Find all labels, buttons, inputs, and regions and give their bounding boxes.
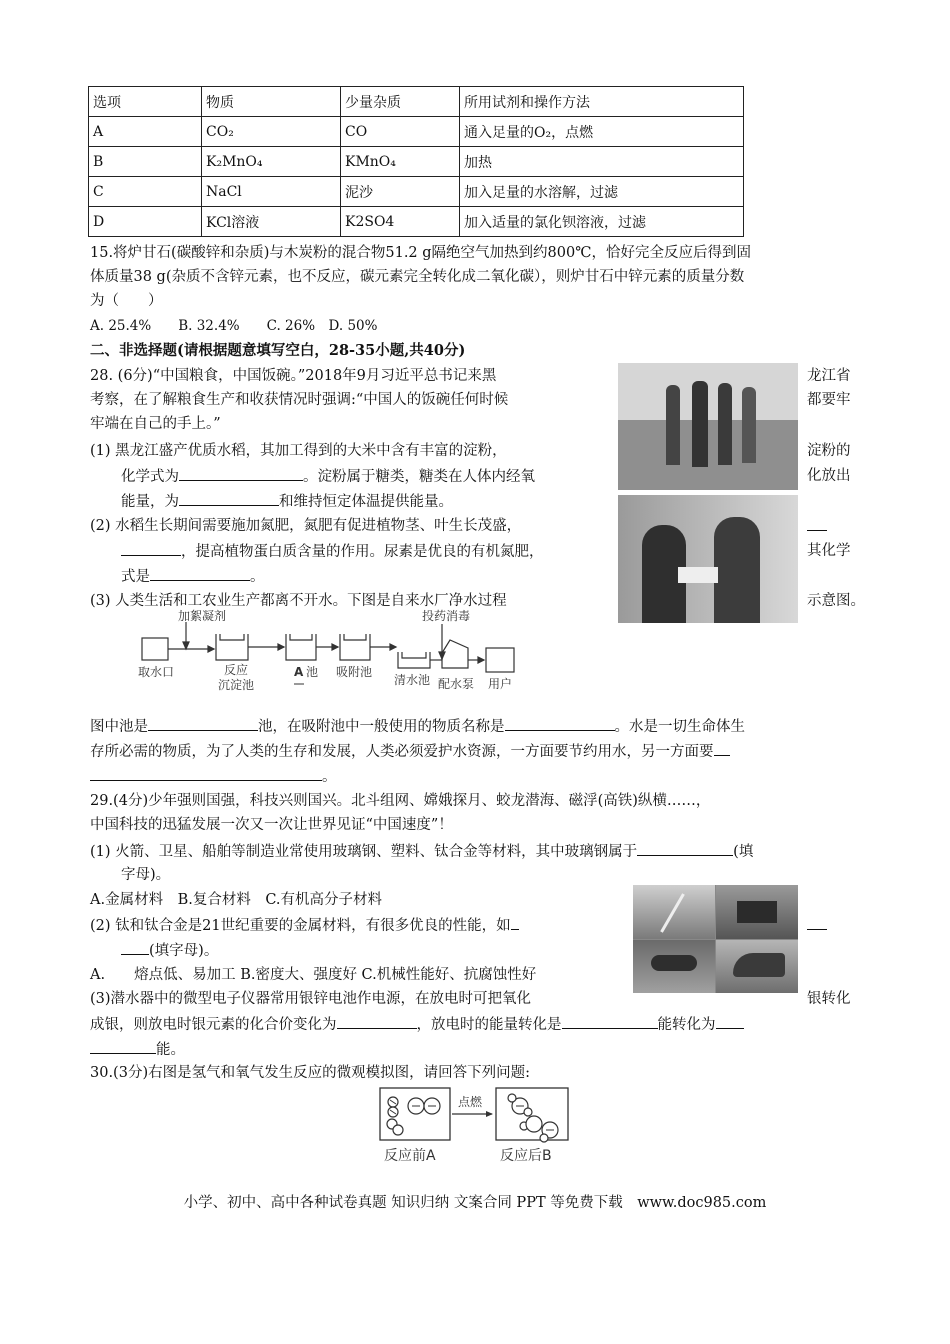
q28-part3-text: 池，在吸附池中一般使用的物质名称是 — [258, 719, 505, 735]
q28-line1-end: 龙江省 — [807, 368, 851, 384]
answer-blank[interactable] — [714, 741, 730, 756]
pump-shape — [442, 640, 468, 668]
q28-line1: 28. (6分)“中国粮食，中国饭碗。”2018年9月习近平总书记来黑 — [90, 368, 497, 384]
label-pool-a: A — [294, 665, 304, 679]
q29-line1: 29.(4分)少年强则国强，科技兴则国兴。北斗组网、嫦娥探月、蛟龙潜海、磁浮(高铁)纵横……， — [90, 793, 711, 809]
q29-part2-line1 — [90, 915, 519, 936]
q29-part2-text: (填字母)。 — [149, 943, 219, 959]
q28-part3-text: 。 — [322, 769, 337, 785]
answer-blank[interactable] — [807, 516, 827, 531]
q28-part2-line1: (2) 水稻生长期间需要施加氮肥，氮肥有促进植物茎、叶生长茂盛， — [90, 518, 522, 534]
label-pump: 配水泵 — [438, 677, 475, 691]
q29-part3-text: 能。 — [156, 1042, 185, 1058]
q28-part1-text: 能量，为 — [121, 494, 179, 510]
answer-blank[interactable] — [807, 915, 827, 930]
table-header-cell: 所用试剂和操作方法 — [460, 87, 744, 117]
table-cell: CO₂ — [202, 117, 341, 147]
table-row — [89, 117, 744, 147]
q15-line1: 15.将炉甘石(碳酸锌和杂质)与木炭粉的混合物51.2 g隔绝空气加热到约800℃，恰好完全反应后得到固 — [90, 245, 751, 261]
label-add-coagulant: 加絮凝剂 — [178, 609, 227, 623]
answer-blank[interactable] — [90, 766, 322, 781]
table-cell: C — [89, 177, 202, 207]
label-ignite: 点燃 — [458, 1095, 483, 1109]
q28-part1-text: 化学式为 — [121, 469, 179, 485]
q28-part3-line2 — [90, 716, 745, 737]
table-cell: CO — [341, 117, 460, 147]
q28-part2-text: 式是 — [121, 569, 150, 585]
q28-part1-line2 — [121, 466, 535, 487]
table-cell: A — [89, 117, 202, 147]
label-reaction: 反应 — [224, 663, 249, 677]
intake-box — [142, 638, 168, 660]
table-cell: B — [89, 147, 202, 177]
reaction-tank — [216, 634, 248, 660]
q28-part3-line1: (3) 人类生活和工农业生产都离不开水。下图是自来水厂净水过程 — [90, 593, 507, 609]
table-header-row — [89, 87, 744, 117]
q28-part3-text: 。水是一切生命体生 — [614, 719, 745, 735]
label-disinfect: 投药消毒 — [422, 609, 471, 623]
label-intake: 取水口 — [138, 665, 175, 679]
q29-part1-line1 — [90, 841, 753, 862]
answer-blank[interactable] — [148, 716, 258, 731]
q28-part3-line4 — [90, 766, 337, 787]
table-cell: 加入适量的氯化钡溶液，过滤 — [460, 207, 744, 237]
q29-part1-line2: 字母)。 — [121, 867, 171, 883]
table-cell: 加热 — [460, 147, 744, 177]
reaction-micro-diagram — [378, 1086, 574, 1164]
q29-options1: A.金属材料 B.复合材料 C.有机高分子材料 — [90, 892, 383, 908]
q29-part2-text: (2) 钛和钛合金是21世纪重要的金属材料，有很多优良的性能，如 — [90, 918, 511, 934]
label-sedimentation: 沉淀池 — [218, 678, 255, 692]
label-adsorption: 吸附池 — [336, 665, 373, 679]
answer-blank[interactable] — [179, 466, 303, 481]
q29-line2: 中国科技的迅猛发展一次又一次让世界见证“中国速度”！ — [90, 817, 453, 833]
answer-blank[interactable] — [337, 1014, 417, 1029]
q28-line2-end: 都要牢 — [807, 392, 851, 408]
q28-part2-text: 。 — [250, 569, 265, 585]
q28-line2: 考察，在了解粮食生产和收获情况时强调:“中国人的饭碗任何时候 — [90, 392, 509, 408]
q29-part3-text: 能转化为 — [657, 1017, 716, 1033]
q28-part1-line1: (1) 黑龙江盛产优质水稻，其加工得到的大米中含有丰富的淀粉， — [90, 443, 507, 459]
table-cell: 加入足量的水溶解，过滤 — [460, 177, 744, 207]
section-heading: 二、非选择题(请根据题意填写空白，28-35小题,共40分) — [90, 342, 466, 359]
q28-part1-text: 。淀粉属于糖类，糖类在人体内经氧 — [303, 469, 535, 485]
table-cell: D — [89, 207, 202, 237]
q29-part1-text: (填 — [733, 844, 754, 860]
q29-part2-line2 — [121, 940, 218, 961]
water-treatment-diagram — [138, 608, 533, 708]
answer-blank[interactable] — [121, 541, 181, 556]
label-pool-a-suffix: 池 — [306, 665, 319, 679]
q28-part2-line3 — [121, 566, 265, 587]
q29-part3-text: ，放电时的能量转化是 — [416, 1017, 562, 1033]
inspection-photo-1 — [618, 363, 798, 490]
q29-part3-line3 — [90, 1039, 185, 1060]
q28-part3-text: 图中池是 — [90, 719, 148, 735]
q28-part1-line3 — [121, 491, 453, 512]
table-cell: 泥沙 — [341, 177, 460, 207]
table-cell: 通入足量的O₂，点燃 — [460, 117, 744, 147]
table-cell: KMnO₄ — [341, 147, 460, 177]
table-cell: KCl溶液 — [202, 207, 341, 237]
table-header-cell: 少量杂质 — [341, 87, 460, 117]
q15-line3: 为（ ） — [90, 293, 163, 309]
answer-blank[interactable] — [716, 1014, 744, 1029]
q28-line3: 牢端在自己的手上。” — [90, 416, 221, 432]
technology-photo-collage — [633, 885, 798, 993]
answer-blank[interactable] — [562, 1014, 658, 1029]
answer-blank[interactable] — [90, 1039, 156, 1054]
label-after: 反应后B — [500, 1148, 552, 1164]
clear-water-tank — [398, 652, 430, 668]
options-table — [88, 86, 744, 237]
table-row — [89, 147, 744, 177]
page-footer: 小学、初中、高中各种试卷真题 知识归纳 文案合同 PPT 等免费下载 www.doc985.com — [183, 1195, 767, 1211]
q28-part3-line1-end: 示意图。 — [807, 593, 865, 609]
answer-blank[interactable] — [505, 716, 615, 731]
answer-blank[interactable] — [637, 841, 733, 856]
q28-part1-line2-end: 化放出 — [807, 468, 851, 484]
label-user: 用户 — [488, 677, 513, 691]
answer-blank[interactable] — [150, 566, 250, 581]
q28-part1-text: 和维持恒定体温提供能量。 — [279, 494, 453, 510]
answer-blank[interactable] — [179, 491, 279, 506]
table-header-cell: 选项 — [89, 87, 202, 117]
q29-part3-line1: (3)潜水器中的微型电子仪器常用银锌电池作电源，在放电时可把氧化 — [90, 991, 532, 1007]
label-before: 反应前A — [384, 1148, 436, 1164]
q28-part3-text: 存所必需的物质，为了人类的生存和发展，人类必须爱护水资源，一方面要节约用水，另一方面要 — [90, 744, 714, 760]
q29-part1-text: (1) 火箭、卫星、船舶等制造业常使用玻璃钢、塑料、钛合金等材料，其中玻璃钢属于 — [90, 844, 638, 860]
table-row — [89, 207, 744, 237]
q30-line1: 30.(3分)右图是氢气和氧气发生反应的微观模拟图，请回答下列问题: — [90, 1065, 530, 1081]
label-clear-water: 清水池 — [394, 673, 431, 687]
answer-blank[interactable] — [511, 915, 519, 930]
q29-part3-line2 — [90, 1014, 744, 1035]
q28-part2-line2 — [121, 541, 544, 562]
q28-part2-line2-end: 其化学 — [807, 543, 851, 559]
q28-part2-text: ，提高植物蛋白质含量的作用。尿素是优良的有机氮肥， — [181, 544, 544, 560]
q15-line2: 体质量38 g(杂质不含锌元素，也不反应，碳元素完全转化成二氧化碳），则炉甘石中锌元素的质量分数 — [90, 269, 745, 285]
answer-blank[interactable] — [121, 940, 149, 955]
table-cell: NaCl — [202, 177, 341, 207]
table-cell: K₂MnO₄ — [202, 147, 341, 177]
q29-part3-text: 成银，则放电时银元素的化合价变化为 — [90, 1017, 337, 1033]
user-box — [486, 648, 514, 672]
q29-options2: A. 熔点低、易加工 B.密度大、强度好 C.机械性能好、抗腐蚀性好 — [90, 967, 537, 983]
table-header-cell: 物质 — [202, 87, 341, 117]
q28-part1-line1-end: 淀粉的 — [807, 443, 851, 459]
q15-options: A. 25.4% B. 32.4% C. 26% D. 50% — [90, 318, 378, 334]
q28-part3-line3 — [90, 741, 730, 762]
table-row — [89, 177, 744, 207]
table-cell: K2SO4 — [341, 207, 460, 237]
inspection-photo-2 — [618, 495, 798, 623]
q29-part3-line1-end: 银转化 — [807, 991, 851, 1007]
